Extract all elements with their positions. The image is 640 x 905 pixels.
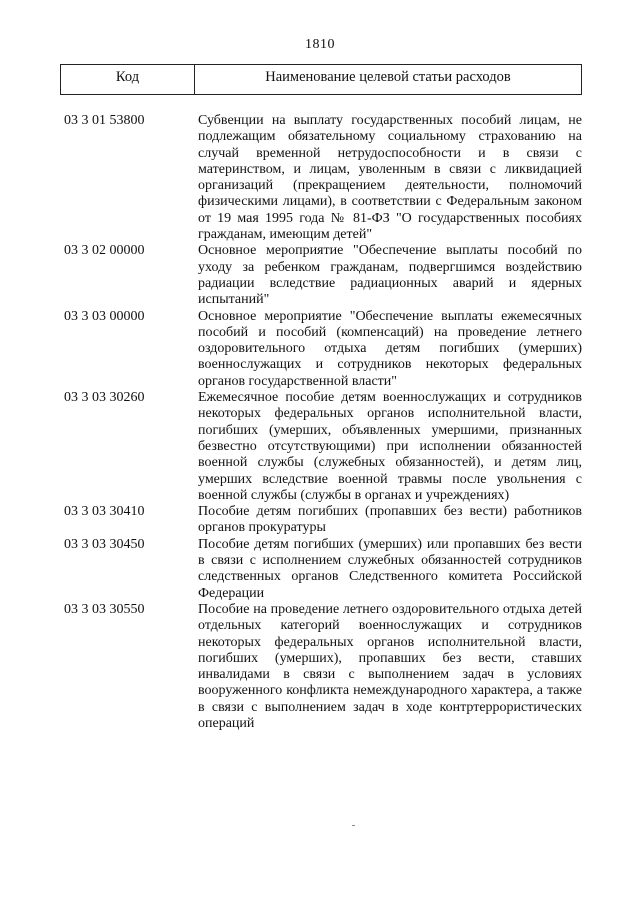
row-code: 03 3 03 30450 [64,536,145,552]
table-row [64,309,584,390]
row-code: 03 3 01 53800 [64,113,145,128]
table-row [64,602,584,732]
row-code: 03 3 03 30550 [64,601,145,617]
header-name: Наименование целевой статьи расходов [265,69,511,85]
row-description: Основное мероприятие "Обеспечение выплаты пособий по уходу за ребенком гражданам, подвергшимся воздействию радиации вследствие радиационных аварий и ядерных испытаний" [198,243,582,308]
table-row [64,504,584,537]
table-row [64,113,584,243]
row-code: 03 3 03 30260 [64,390,145,406]
table-row [64,390,584,504]
row-description: Субвенции на выплату государственных пособий лицам, не подлежащим обязательному социальному страхованию на случай временной нетрудоспособности и в связи с материнством, и лицам, уволенным в связи с ликвидацией организаций (прекращением деятельности, полномочий физическими лицами), в соответствии с Федеральным законом от 19 мая 1995 года № 81-ФЗ "О государственных пособиях гражданам, имеющим детей" [198,113,582,243]
row-code: 03 3 02 00000 [64,243,145,259]
row-code: 03 3 03 30410 [64,504,145,520]
page-number: 1810 [305,37,335,52]
table-row [64,243,584,308]
row-description: Пособие детям погибших (пропавших без вести) работников органов прокуратуры [198,504,582,536]
row-code: 03 3 03 00000 [64,308,145,324]
table-header [60,64,582,95]
row-description: Ежемесячное пособие детям военнослужащих и сотрудников некоторых федеральных органов исполнительной власти, погибших (умерших, объявленных умершими, признанных безвестно отсутствующими) при исполнении обязанностей военной службы (служебных обязанностей), и детям лиц, умерших вследствие военной травмы после увольнения с военной службы (службы в органах и учреждениях) [198,390,582,503]
header-code: Код [61,65,195,94]
row-description: Пособие на проведение летнего оздоровительного отдыха детей отдельных категорий военнослужащих и сотрудников некоторых федеральных органов исполнительной власти, погибших (умерших), пропавших без вести, ставших инвалидами в связи с выполнением задач в условиях вооруженного конфликта немеждународного характера, а также в связи с выполнением задач в ходе контртеррористических операций [198,601,582,731]
scan-speck [352,825,355,826]
row-description: Пособие детям погибших (умерших) или пропавших без вести в связи с исполнением служебных обязанностей сотрудников следственных органов Следственного комитета Российской Федерации [198,536,582,601]
row-description: Основное мероприятие "Обеспечение выплаты ежемесячных пособий и пособий (компенсаций) на проведение летнего оздоровительного отдыха детям погибших (умерших) военнослужащих и сотрудников некоторых федеральных органов государственной власти" [198,308,582,389]
table-row [64,537,584,602]
table-body [64,113,584,732]
